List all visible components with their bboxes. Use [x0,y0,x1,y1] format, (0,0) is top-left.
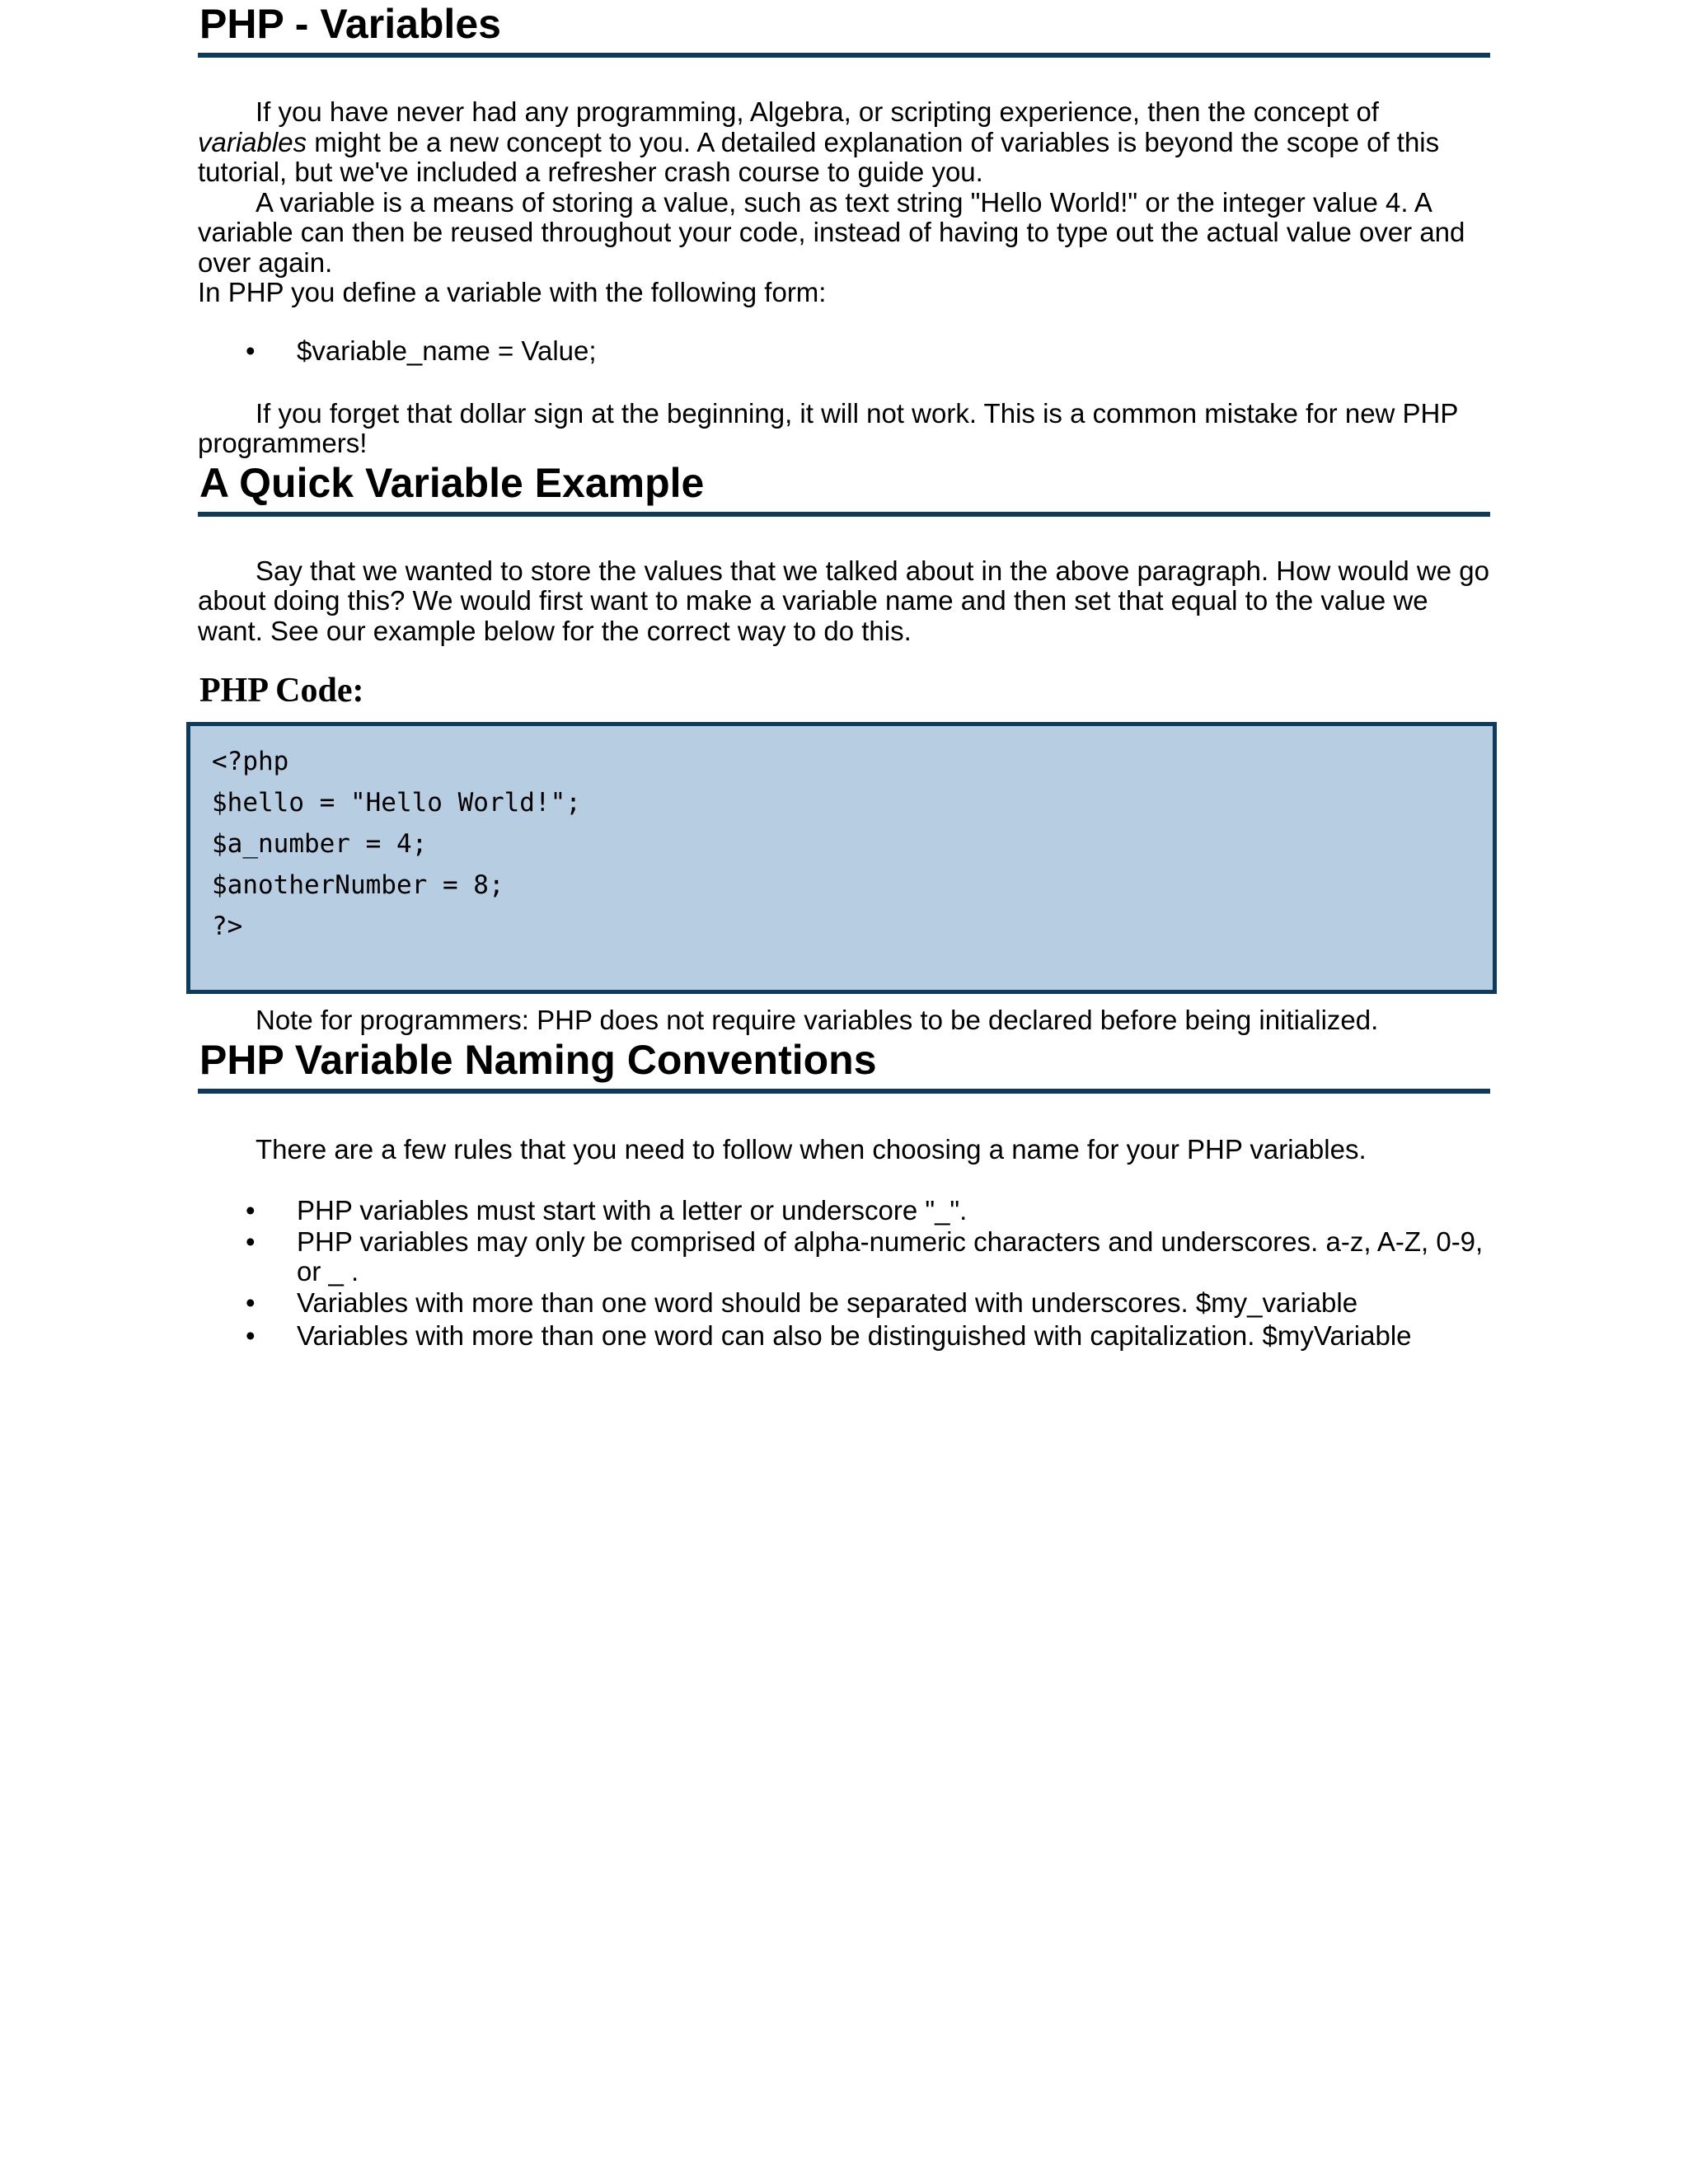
paragraph-intro-end: might be a new concept to you. A detailed explanation of variables is beyond the scope of this tutorial, but we've included a refresher crash course to guide you. [198,126,1440,187]
list-item-text: $variable_name = Value; [297,335,597,366]
code-line: <?php [212,747,289,776]
list-item-text: Variables with more than one word should be separated with underscores. $my_variable [297,1287,1358,1318]
code-line: $a_number = 4; [212,829,428,859]
code-block [186,722,1497,994]
code-heading: PHP Code: [199,672,364,710]
list-item [198,1286,1490,1319]
list-item [198,1319,1490,1352]
list-item [198,335,1490,368]
list-item-text: Variables with more than one word can also be distinguished with capitalization. $myVariable [297,1320,1412,1351]
paragraph-variable-definition: A variable is a means of storing a value, such as text string "Hello World!" or the integer value 4. A variable can then be reused throughout your code, instead of having to type out the actual value over and over again. [198,186,1465,278]
heading-php-variables: PHP - Variables [198,0,1490,58]
paragraph-define-form: In PHP you define a variable with the following form: [198,277,827,307]
heading-naming-conventions: PHP Variable Naming Conventions [198,1036,1490,1094]
bullet-icon: • [246,1287,256,1318]
paragraph-intro [198,97,1490,188]
paragraph-naming-intro: There are a few rules that you need to follow when choosing a name for your PHP variables. [256,1133,1367,1165]
list-item [198,1227,1490,1286]
bullet-icon: • [246,1226,256,1257]
paragraph-intro-start: If you have never had any programming, Algebra, or scripting experience, then the concept of [256,96,1379,127]
bullet-list-syntax [198,335,1490,368]
code-line: ?> [212,912,243,941]
heading-quick-example: A Quick Variable Example [198,459,1490,517]
paragraph-example-intro: Say that we wanted to store the values that we talked about in the above paragraph. How would we go about doing this? We would first want to make a variable name and then set that equal to the value we want. See our example below for the correct way to do this. [198,555,1489,646]
bullet-icon: • [246,335,256,366]
paragraph-intro-emphasis: variables [198,126,307,157]
bullet-list-naming-rules [198,1194,1490,1352]
bullet-icon: • [246,1195,256,1226]
code-line: $hello = "Hello World!"; [212,788,581,818]
code-line: $anotherNumber = 8; [212,870,504,900]
paragraph-programmer-note: Note for programmers: PHP does not require variables to be declared before being initialized. [256,1005,1379,1035]
list-item-text: PHP variables may only be comprised of alpha-numeric characters and underscores. a-z, A-Z, 0-9, or _ . [297,1226,1484,1286]
bullet-icon: • [246,1320,256,1351]
list-item [198,1194,1490,1227]
document-page [198,0,1490,1352]
list-item-text: PHP variables must start with a letter or underscore "_". [297,1195,968,1226]
paragraph-dollar-sign: If you forget that dollar sign at the beginning, it will not work. This is a common mistake for new PHP programmers! [198,397,1458,458]
